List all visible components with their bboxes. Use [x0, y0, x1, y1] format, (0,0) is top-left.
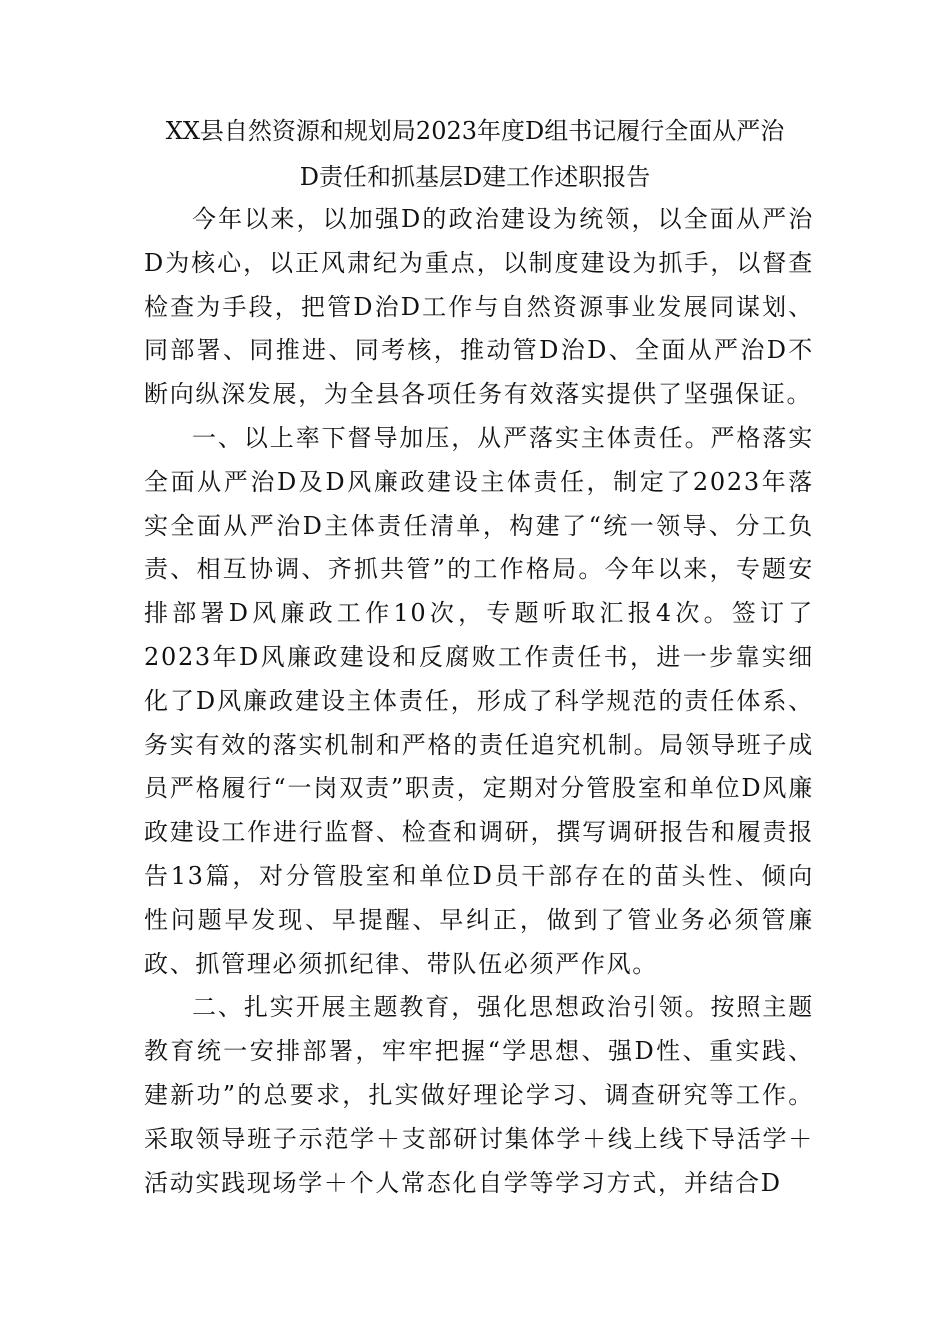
paragraph-section-1: 一、以上率下督导加压，从严落实主体责任。严格落实全面从严治D及D风廉政建设主体责任，制定了2023年落实全面从严治D主体责任清单，构建了“统一领导、分工负责、相互协调、齐抓共管”的工作格局。今年以来，专题安排部署D风廉政工作10次，专题听取汇报4次。签订了2023年D风廉政建设和反腐败工作责任书，进一步靠实细化了D风廉政建设主体责任，形成了科学规范的责任体系、务实有效的落实机制和严格的责任追究机制。局领导班子成员严格履行“一岗双责”职责，定期对分管股室和单位D风廉政建设工作进行监督、检查和调研，撰写调研报告和履责报告13篇，对分管股室和单位D员干部存在的苗头性、倾向性问题早发现、早提醒、早纠正，做到了管业务必须管廉政、抓管理必须抓纪律、带队伍必须严作风。 [144, 423, 814, 978]
report-body [144, 198, 814, 1205]
report-title-line-1: XX县自然资源和规划局2023年度D组书记履行全面从严治 [165, 117, 785, 145]
report-title-line-2: D责任和抓基层D建工作述职报告 [299, 163, 651, 191]
paragraph-section-2: 二、扎实开展主题教育，强化思想政治引领。按照主题教育统一安排部署，牢牢把握“学思想、强D性、重实践、建新功”的总要求，扎实做好理论学习、调查研究等工作。采取领导班子示范学＋支部研讨集体学＋线上线下导活学＋活动实践现场学＋个人常态化自学等学习方式，并结合D [144, 993, 814, 1197]
paragraph-intro: 今年以来，以加强D的政治建设为统领，以全面从严治D为核心，以正风肃纪为重点，以制度建设为抓手，以督查检查为手段，把管D治D工作与自然资源事业发展同谋划、同部署、同推进、同考核，推动管D治D、全面从严治D不断向纵深发展，为全县各项任务有效落实提供了坚强保证。 [144, 205, 814, 409]
